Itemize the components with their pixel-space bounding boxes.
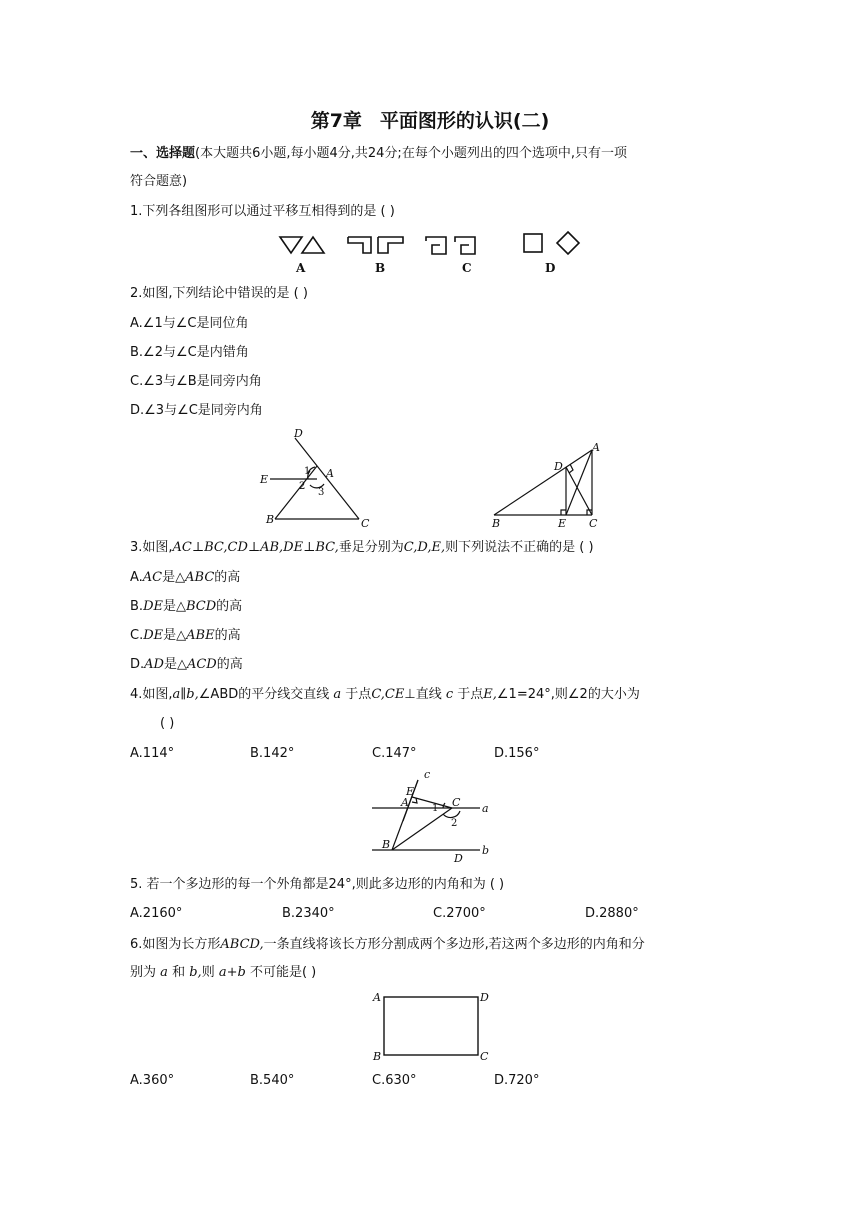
option-c-shapes [426, 237, 475, 254]
q1-figure-group [270, 228, 590, 278]
question-4-stem: 4.如图,a∥b,∠ABD的平分线交直线 a 于点C,CE⊥直线 c 于点E,∠1=24°,则∠2的大小为 [130, 687, 640, 702]
question-5-stem: 5. 若一个多边形的每一个外角都是24°,则此多边形的内角和为 ( ) [130, 877, 505, 892]
section-header: 一、选择题(本大题共6小题,每小题4分,共24分;在每个小题列出的四个选项中,只有一项 [130, 146, 627, 161]
q6-option-b: B.540° [250, 1073, 295, 1088]
line-c-label: c [424, 768, 431, 781]
line-a-label: a [482, 802, 489, 815]
q3-option-d: D.AD是△ACD的高 [130, 657, 243, 672]
point-e-label: E [406, 785, 415, 798]
q3-option-c: C.DE是△ABE的高 [130, 628, 241, 643]
angle-2-label: 2 [451, 818, 458, 829]
label-c: C [462, 261, 472, 275]
angle-1-label: 1 [304, 466, 311, 477]
line-b-label: b [482, 844, 490, 857]
point-c-label: C [589, 517, 598, 530]
question-1-stem: 1.下列各组图形可以通过平移互相得到的是 ( ) [130, 204, 395, 219]
point-d-label: D [294, 427, 303, 440]
point-d-label: D [454, 852, 463, 865]
label-b: B [375, 261, 386, 275]
q2-option-c: C.∠3与∠B是同旁内角 [130, 374, 262, 389]
q4-option-a: A.114° [130, 746, 175, 761]
q4-option-c: C.147° [372, 746, 417, 761]
q2-option-b: B.∠2与∠C是内错角 [130, 345, 249, 360]
point-b-label: B [382, 838, 391, 851]
point-a-label: A [326, 467, 334, 480]
point-d-label: D [554, 460, 563, 473]
q4-option-d: D.156° [494, 746, 540, 761]
question-2-stem: 2.如图,下列结论中错误的是 ( ) [130, 286, 308, 301]
q5-option-c: C.2700° [433, 906, 486, 921]
option-b-shapes [348, 237, 403, 253]
section-desc-line2: 符合题意) [130, 174, 188, 189]
question-4-blank: ( ) [160, 716, 175, 731]
q6-option-c: C.630° [372, 1073, 417, 1088]
q6-rectangle-figure [370, 988, 500, 1068]
question-3-stem: 3.如图,AC⊥BC,CD⊥AB,DE⊥BC,垂足分别为C,D,E,则下列说法不正确的是 ( ) [130, 540, 594, 555]
label-d: D [545, 261, 556, 275]
q2-option-d: D.∠3与∠C是同旁内角 [130, 403, 263, 418]
page-title: 第7章 平面图形的认识(二) [310, 110, 550, 132]
point-c-label: C [361, 517, 370, 530]
label-a: A [296, 261, 306, 275]
question-6-stem-line1: 6.如图为长方形ABCD,一条直线将该长方形分割成两个多边形,若这两个多边形的内角和分 [130, 937, 645, 952]
point-b-label: B [373, 1050, 382, 1063]
point-e-label: E [260, 473, 269, 486]
point-e-label: E [558, 517, 567, 530]
q5-option-d: D.2880° [585, 906, 639, 921]
q4-figure [370, 766, 500, 866]
point-b-label: B [266, 513, 275, 526]
point-a-label: A [373, 991, 381, 1004]
q5-option-a: A.2160° [130, 906, 183, 921]
q3-figure [488, 440, 608, 535]
option-d-shapes [524, 232, 579, 254]
point-a-label: A [592, 441, 600, 454]
point-a-label: A [401, 796, 409, 809]
question-6-stem-line2: 别为 a 和 b,则 a+b 不可能是( ) [130, 965, 317, 980]
q6-option-d: D.720° [494, 1073, 540, 1088]
point-b-label: B [492, 517, 501, 530]
option-a-triangles [280, 237, 324, 253]
q2-option-a: A.∠1与∠C是同位角 [130, 316, 249, 331]
angle-2-label: 2 [299, 481, 306, 492]
q3-option-b: B.DE是△BCD的高 [130, 599, 243, 614]
point-d-label: D [480, 991, 489, 1004]
q5-option-b: B.2340° [282, 906, 335, 921]
angle-3-label: 3 [318, 487, 325, 498]
angle-1-label: 1 [432, 803, 439, 814]
q4-option-b: B.142° [250, 746, 295, 761]
q3-option-a: A.AC是△ABC的高 [130, 570, 241, 585]
point-c-label: C [452, 796, 461, 809]
q2-figure [255, 425, 385, 535]
q6-option-a: A.360° [130, 1073, 175, 1088]
point-c-label: C [480, 1050, 489, 1063]
